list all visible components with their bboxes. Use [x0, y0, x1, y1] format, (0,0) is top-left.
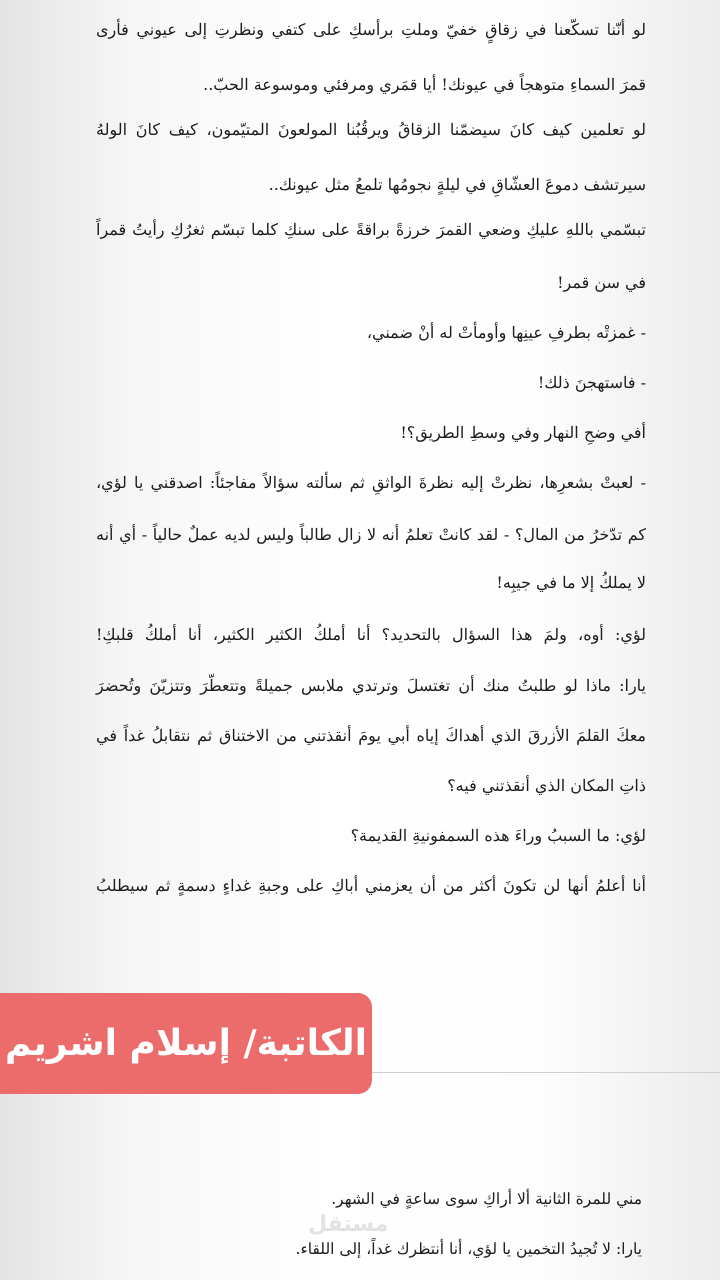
- text-line: سيرتشف دموعَ العشّاقِ في ليلةٍ نجومُها تلمعُ مثل عيونك..: [268, 175, 646, 194]
- text-line: لو تعلمين كيف كانَ سيضمّنا الزقاقُ ويرقُبُنا المولعونَ المتيّمون، كيف كانَ الولهُ: [96, 120, 646, 139]
- dialogue-line: لؤي: أوه، ولمَ هذا السؤال بالتحديد؟ أنا أملكُ الكثير الكثير، أنا أملكُ قلبكِ!: [96, 625, 646, 644]
- text-line: أنا أعلمُ أنها لن تكونَ أكثر من أن يعزمني أباكِ على وجبةِ غداءٍ دسمةٍ ثم سيطلبُ: [96, 876, 646, 895]
- text-line: تبسّمي باللهِ عليكِ وضعي القمرَ خرزةً براقةً على سنكِ كلما تبسّم ثغرُكِ رأيتُ قمراً: [96, 220, 646, 239]
- text-line: في سن قمر!: [557, 273, 646, 292]
- author-banner: [0, 993, 372, 1094]
- page-divider: [372, 1072, 720, 1073]
- dialogue-line: يارا: ماذا لو طلبتُ منك أن تغتسلَ وترتدي ملابس جميلةً وتتعطّرَ وتتزيّنَ وتُحضرَ: [96, 676, 646, 695]
- dialogue-line: - فاستهجنَ ذلك!: [537, 373, 646, 392]
- author-name: الكاتبة/ إسلام اشريم: [5, 1023, 367, 1064]
- text-line: لا يملكُ إلا ما في جيبِه!: [496, 573, 646, 592]
- dialogue-line: لؤي: ما السببُ وراءَ هذه السمفونيةِ القديمة؟: [350, 826, 646, 845]
- text-line: مني للمرة الثانية ألا أراكِ سوى ساعةٍ في الشهر.: [331, 1190, 642, 1208]
- dialogue-line: - غمزتْه بطرفِ عينِها وأومأتْ له أنْ ضمني،: [366, 323, 646, 342]
- text-line: لو أنّنا تسكّعنا في زقاقٍ خفيّ وملتِ برأسكِ على كتفي ونظرتِ إلى عيوني فأرى: [96, 20, 646, 39]
- dialogue-line: - لعبتْ بشعرِها، نظرتْ إليه نظرةَ الواثقِ ثم سألته سؤالاً مفاجئاً: اصدقني يا لؤي،: [96, 473, 646, 492]
- text-line: كم تدّخرُ من المال؟ - لقد كانتْ تعلمُ أنه لا زال طالباً وليس لديه عملٌ حالياً - أي أنه: [96, 525, 646, 544]
- text-line: أفي وضحِ النهار وفي وسطِ الطريق؟!: [400, 423, 646, 442]
- text-line: معكَ القلمَ الأزرقَ الذي أهداكَ إياه أبي يومَ أنقذتني من الاختناق ثم نتقابلُ غداً في: [96, 726, 646, 745]
- dialogue-line: يارا: لا تُجيدُ التخمين يا لؤي، أنا أنتظرك غداً، إلى اللقاء.: [295, 1240, 642, 1258]
- watermark-logo: مستقل: [308, 1212, 389, 1237]
- text-line: ذاتِ المكان الذي أنقذتني فيه؟: [447, 776, 646, 795]
- text-line: قمرَ السماءِ متوهجاً في عيونك! أيا قمَري ومرفئي وموسوعة الحبّ..: [203, 75, 646, 94]
